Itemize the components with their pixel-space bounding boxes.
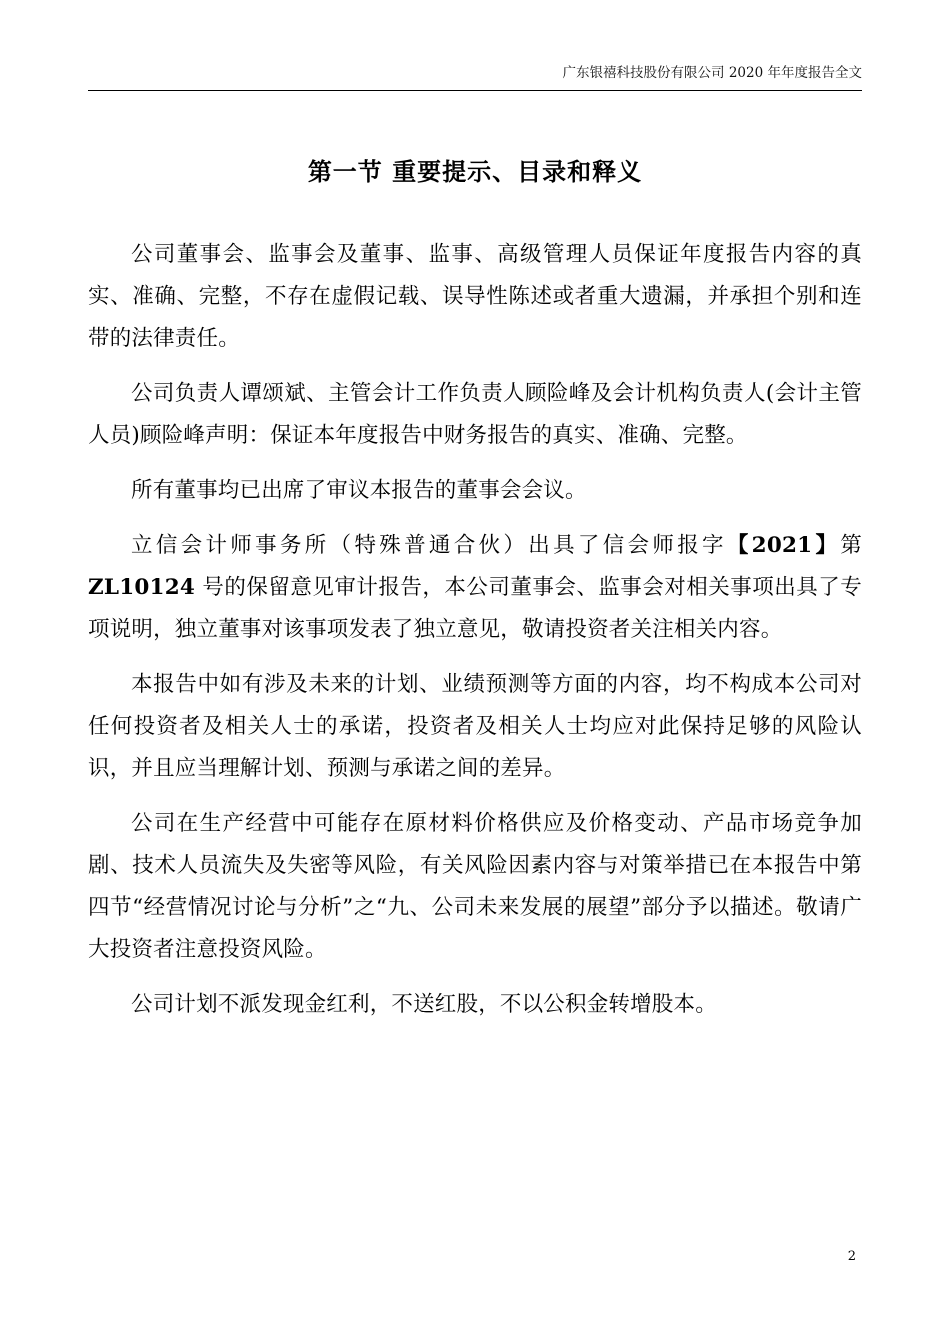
audit-report-number: ZL10124 — [88, 575, 196, 600]
audit-text-3: 号的保留意见审计报告，本公司董事会、监事会对相关事项出具了专项说明，独立董事对该事项发表了独立意见，敬请投资者关注相关内容。 — [88, 575, 862, 642]
paragraph-risk-factors: 公司在生产经营中可能存在原材料价格供应及价格变动、产品市场竞争加剧、技术人员流失及失密等风险，有关风险因素内容与对策举措已在本报告中第四节“经营情况讨论与分析”之“九、公司未来发展的展望”部分予以描述。敬请广大投资者注意投资风险。 — [88, 811, 862, 962]
section-title: 第一节 重要提示、目录和释义 — [307, 157, 643, 186]
paragraph-directors-attendance: 所有董事均已出席了审议本报告的董事会会议。 — [131, 478, 587, 503]
paragraph-responsible-persons: 公司负责人谭颂斌、主管会计工作负责人顾险峰及会计机构负责人(会计主管人员)顾险峰声明：保证本年度报告中财务报告的真实、准确、完整。 — [88, 381, 862, 448]
page-header — [88, 64, 862, 91]
paragraph-forward-looking: 本报告中如有涉及未来的计划、业绩预测等方面的内容，均不构成本公司对任何投资者及相关人士的承诺，投资者及相关人士均应对此保持足够的风险认识，并且应当理解计划、预测与承诺之间的差异。 — [88, 672, 862, 781]
page-number: 2 — [847, 1249, 856, 1264]
document-body — [88, 234, 862, 1039]
header-text: 广东银禧科技股份有限公司 2020 年年度报告全文 — [562, 65, 862, 81]
audit-year: 【2021】 — [726, 533, 841, 558]
paragraph-board-guarantee: 公司董事会、监事会及董事、监事、高级管理人员保证年度报告内容的真实、准确、完整，不存在虚假记载、误导性陈述或者重大遗漏，并承担个别和连带的法律责任。 — [88, 242, 862, 351]
audit-text-1: 立信会计师事务所（特殊普通合伙）出具了信会师报字 — [131, 533, 727, 558]
paragraph-dividend-plan: 公司计划不派发现金红利，不送红股，不以公积金转增股本。 — [131, 992, 717, 1017]
audit-text-2: 第 — [840, 533, 862, 558]
paragraph-audit-opinion — [88, 525, 862, 651]
